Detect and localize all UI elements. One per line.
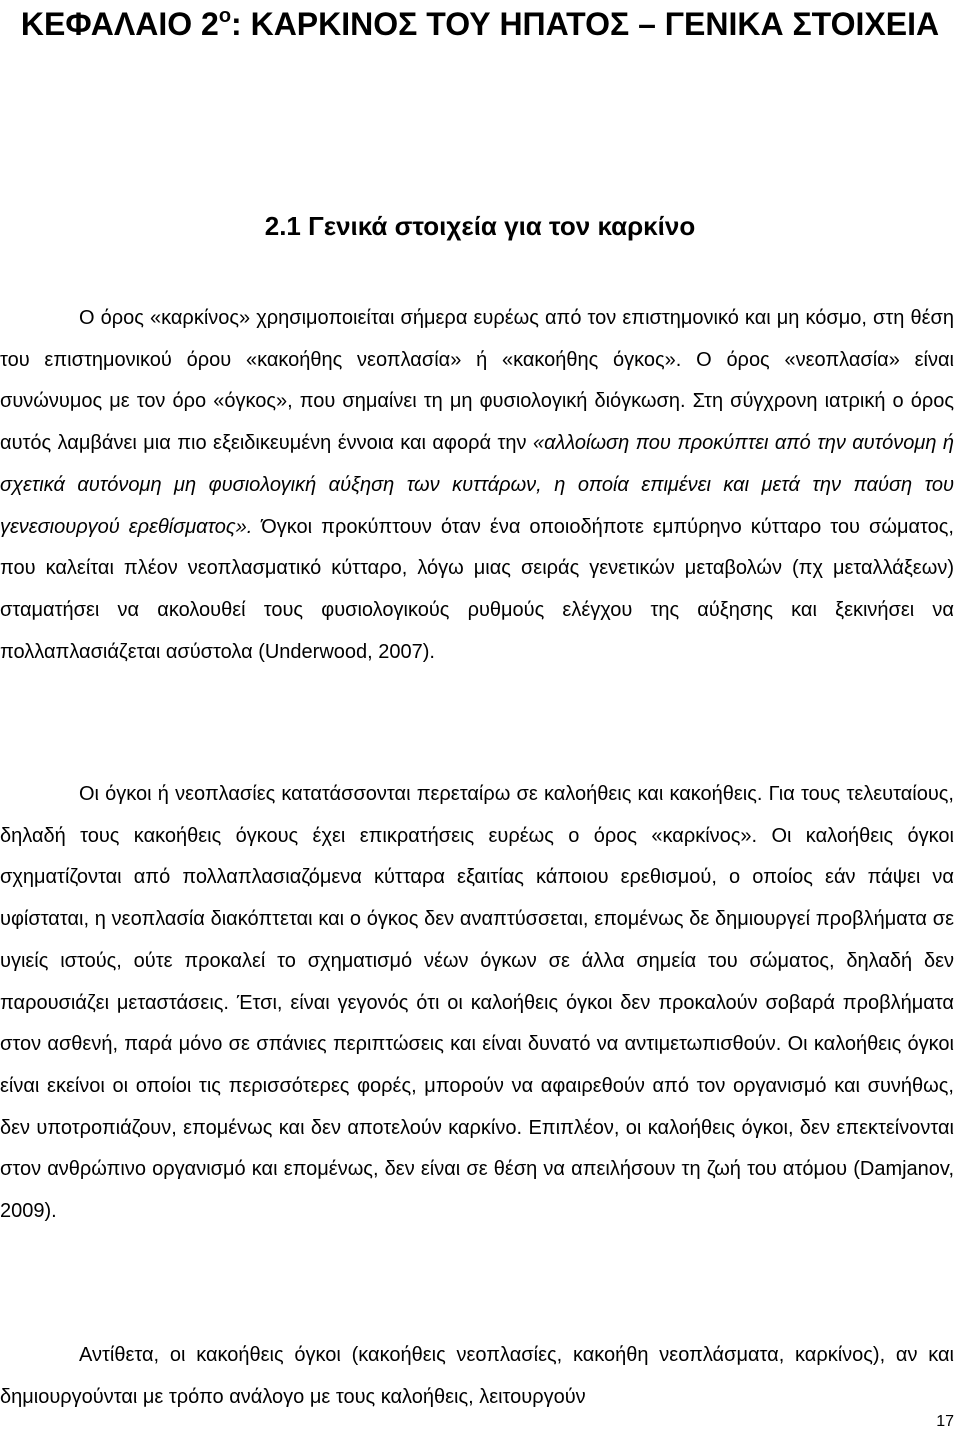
paragraph-1-text-end: Όγκοι προκύπτουν όταν ένα οποιοδήποτε εμπύρηνο κύτταρο του σώματος, που καλείται πλέον νεοπλασματικό κύτταρο, λόγω μιας σειράς γενετικών μεταβολών (πχ μεταλλάξεων) σταματήσει να ακολουθεί τους φυσιολογικούς ρυθμούς ελέγχου της αύξησης και ξεκινήσει να πολλαπλασιάζεται ασύστολα (Underwood, 2007). (0, 515, 954, 663)
chapter-title-ordinal: ο (218, 5, 232, 27)
chapter-title-main: ΚΕΦΑΛΑΙΟ 2 (20, 6, 219, 42)
paragraph-malignant: Αντίθετα, οι κακοήθεις όγκοι (κακοήθεις νεοπλασίες, κακοήθη νεοπλάσματα, καρκίνος), αν και δημιουργούνται με τρόπο ανάλογο με τους καλοήθεις, λειτουργούν (0, 1344, 954, 1408)
chapter-title (0, 0, 960, 48)
chapter-title-rest: : ΚΑΡΚΙΝΟΣ ΤΟΥ ΗΠΑΤΟΣ – ΓΕΝΙΚΑ ΣΤΟΙΧΕΙΑ (231, 6, 940, 42)
paragraph-1-italic-quote: «αλλοίωση που προκύπτει από την αυτόνομη ή σχετικά αυτόνομη μη φυσιολογική αύξηση των κυττάρων, η οποία επιμένει και μετά την παύση του γενεσιουργού ερεθίσματος». (0, 432, 955, 538)
paragraph-benign-malignant: Οι όγκοι ή νεοπλασίες κατατάσσονται περεταίρω σε καλοήθεις και κακοήθεις. Για τους τελευταίους, δηλαδή τους κακοήθεις όγκους έχει επικρατήσεις ευρέως ο όρος «καρκίνος». Οι καλοήθεις όγκοι σχηματίζονται από πολλαπλασιαζόμενα κύτταρα εξαιτίας κάποιου ερεθισμού, ο οποίος εάν πάψει να υφίσταται, η νεοπλασία διακόπτεται και ο όγκος δεν αναπτύσσεται, επομένως δε δημιουργεί προβλήματα σε υγιείς ιστούς, ούτε προκαλεί το σχηματισμό νέων όγκων σε άλλα σημεία του σώματος, δηλαδή δεν παρουσιάζει μεταστάσεις. Έτσι, είναι γεγονός ότι οι καλοήθεις όγκοι δεν προκαλούν σοβαρά προβλήματα στον ασθενή, παρά μόνο σε σπάνιες περιπτώσεις και είναι δυνατό να αντιμετωπισθούν. Οι καλοήθεις όγκοι είναι εκείνοι οι οποίοι τις περισσότερες φορές, μπορούν να αφαιρεθούν από τον οργανισμό και συνήθως, δεν υποτροπιάζουν, επομένως και δεν αποτελούν καρκίνο. Επιπλέον, οι καλοήθεις όγκοι, δεν επεκτείνονται στον ανθρώπινο οργανισμό και επομένως, δεν είναι σε θέση να απειλήσουν τη ζωή του ατόμου (Damjanov, 2009). (0, 783, 954, 1223)
section-title: 2.1 Γενικά στοιχεία για τον καρκίνο (264, 211, 696, 241)
page-number: 17 (936, 1413, 954, 1430)
paragraph-1-text-start: Ο όρος «καρκίνος» χρησιμοποιείται σήμερα ευρέως από τον επιστημονικό και μη κόσμο, στη θέση του επιστημονικού όρου «κακοήθης νεοπλασία» ή «κακοήθης όγκος». Ο όρος «νεοπλασία» είναι συνώνυμος με τον όρο «όγκος», που σημαίνει τη μη φυσιολογική διόγκωση. Στη σύγχρονη ιατρική ο όρος αυτός λαμβάνει μια πιο εξειδικευμένη έννοια και αφορά την (0, 307, 954, 455)
paragraph-definition (0, 298, 954, 673)
